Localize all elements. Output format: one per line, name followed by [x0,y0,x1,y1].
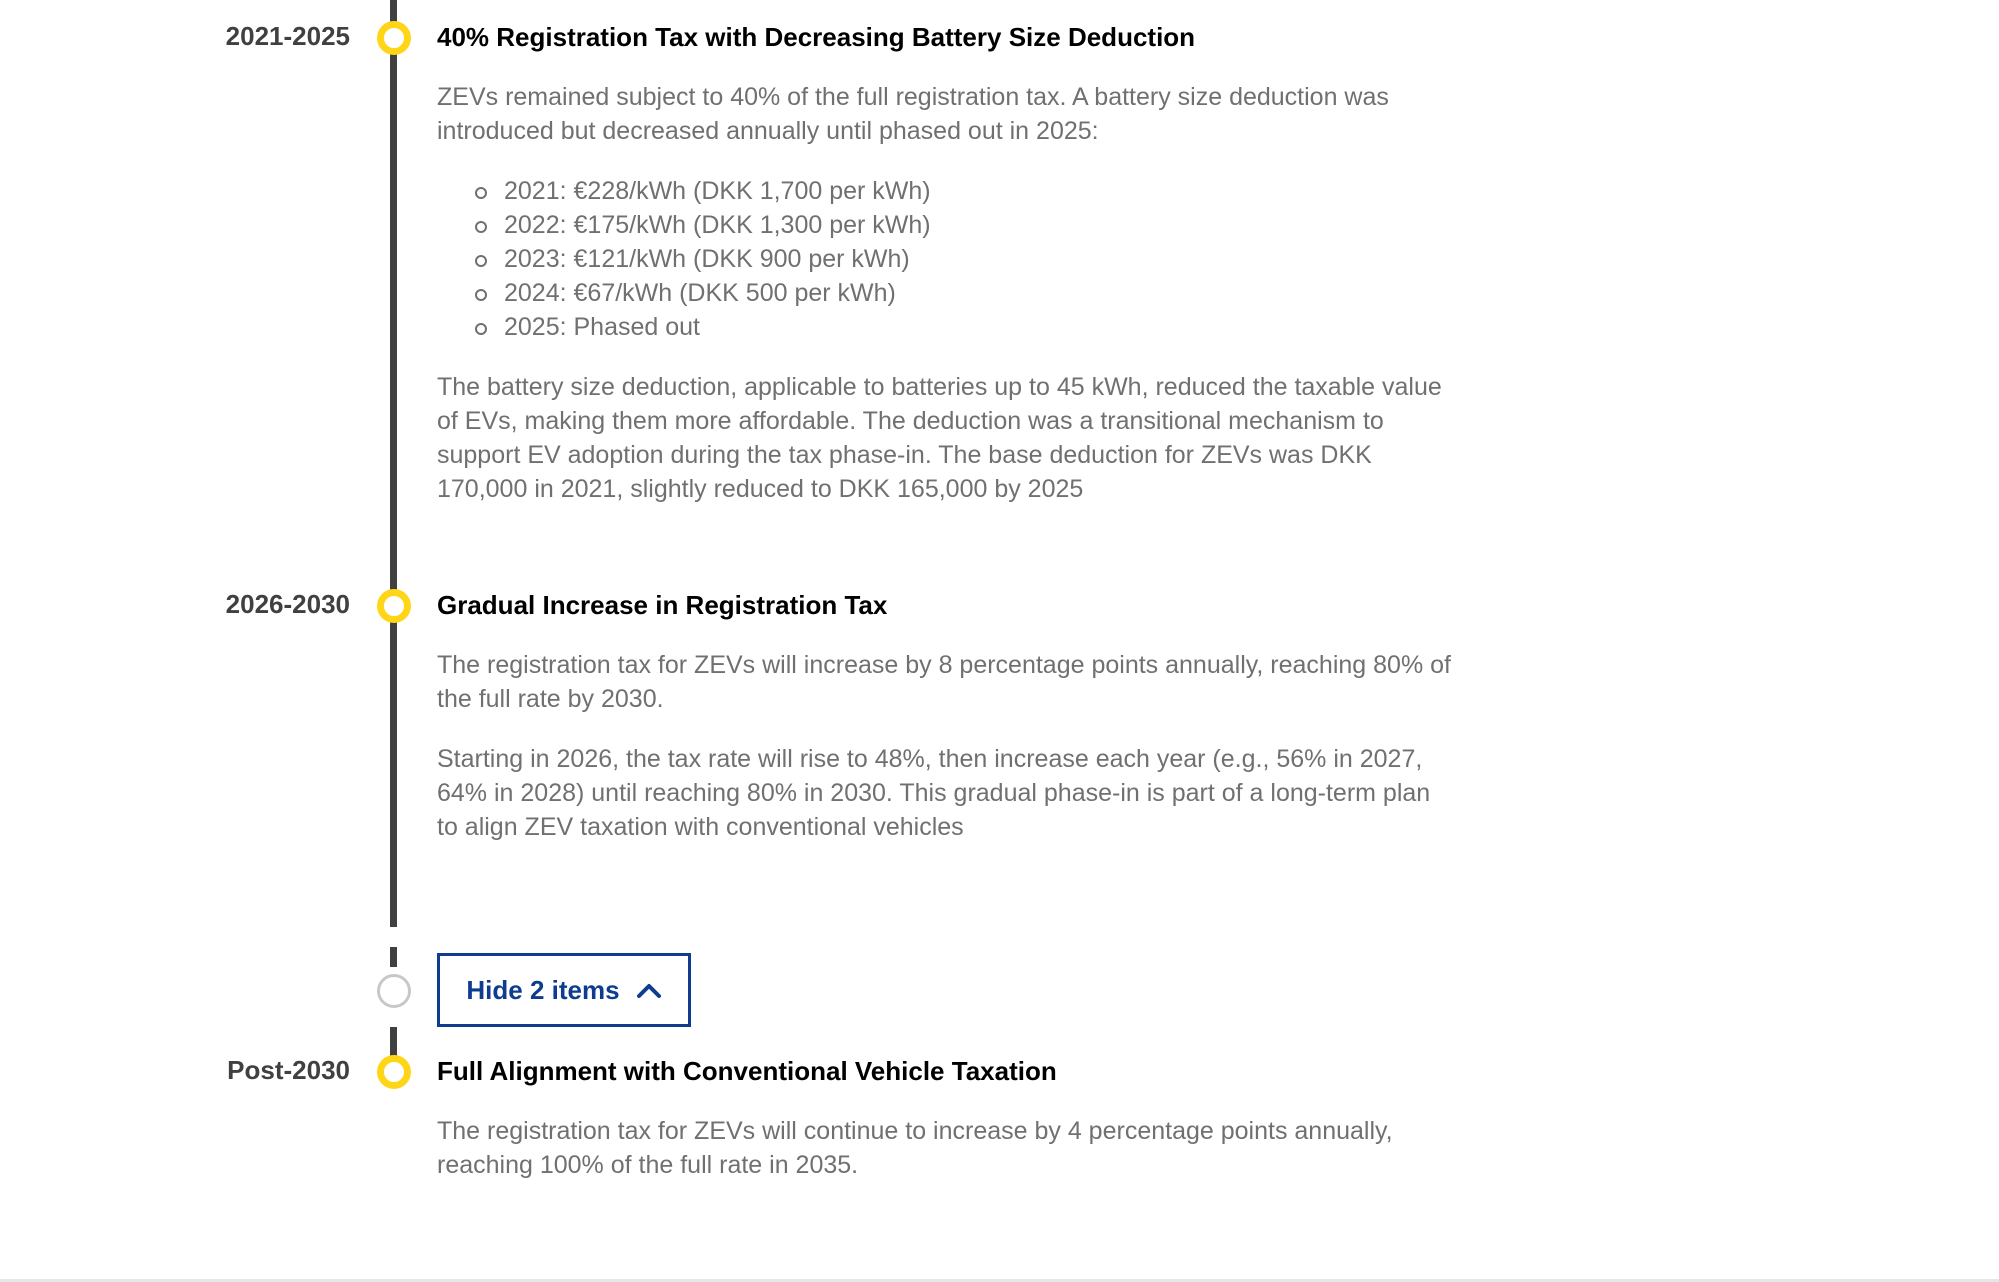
chevron-up-icon [636,981,662,999]
timeline-entry [437,1054,1457,1182]
hide-items-label: Hide 2 items [466,974,620,1005]
entry-title: 40% Registration Tax with Decreasing Battery Size Deduction [437,22,1196,52]
timeline-marker [377,21,411,55]
timeline-entry [437,20,1457,506]
timeline-entry [437,588,1457,844]
list-item: 2025: Phased out [475,310,1457,344]
collapsed-marker [377,974,411,1008]
list-item: 2024: €67/kWh (DKK 500 per kWh) [475,276,1457,310]
list-item: 2021: €228/kWh (DKK 1,700 per kWh) [475,174,1457,208]
entry-intro: ZEVs remained subject to 40% of the full registration tax. A battery size deduction was introduced but decreased annually until phased out in 2025: [437,83,1389,145]
timeline-marker [377,589,411,623]
entry-intro: The registration tax for ZEVs will increase by 8 percentage points annually, reaching 80% of the full rate by 2030. [437,651,1451,713]
timeline-year: 2026-2030 [225,589,350,619]
entry-title: Gradual Increase in Registration Tax [437,590,888,620]
list-item: 2023: €121/kWh (DKK 900 per kWh) [475,242,1457,276]
hide-items-button[interactable] [437,953,691,1027]
timeline-line-dash [390,947,397,967]
entry-intro: The registration tax for ZEVs will continue to increase by 4 percentage points annually, reaching 100% of the full rate in 2035. [437,1117,1393,1179]
deduction-list [437,174,1457,344]
timeline-line [390,0,397,927]
entry-title: Full Alignment with Conventional Vehicle Taxation [437,1056,1057,1086]
timeline-year: 2021-2025 [225,21,350,51]
entry-detail: The battery size deduction, applicable to batteries up to 45 kWh, reduced the taxable value of EVs, making them more affordable. The deduction was a transitional mechanism to support EV adoption during the tax phase-in. The base deduction for ZEVs was DKK 170,000 in 2021, slightly reduced to DKK 165,000 by 2025 [437,373,1442,503]
timeline-marker [377,1055,411,1089]
timeline-year: Post-2030 [227,1055,350,1085]
entry-detail: Starting in 2026, the tax rate will rise to 48%, then increase each year (e.g., 56% in 2027, 64% in 2028) until reaching 80% in 2030. This gradual phase-in is part of a long-term plan to align ZEV taxation with conventional vehicles [437,745,1431,841]
list-item: 2022: €175/kWh (DKK 1,300 per kWh) [475,208,1457,242]
